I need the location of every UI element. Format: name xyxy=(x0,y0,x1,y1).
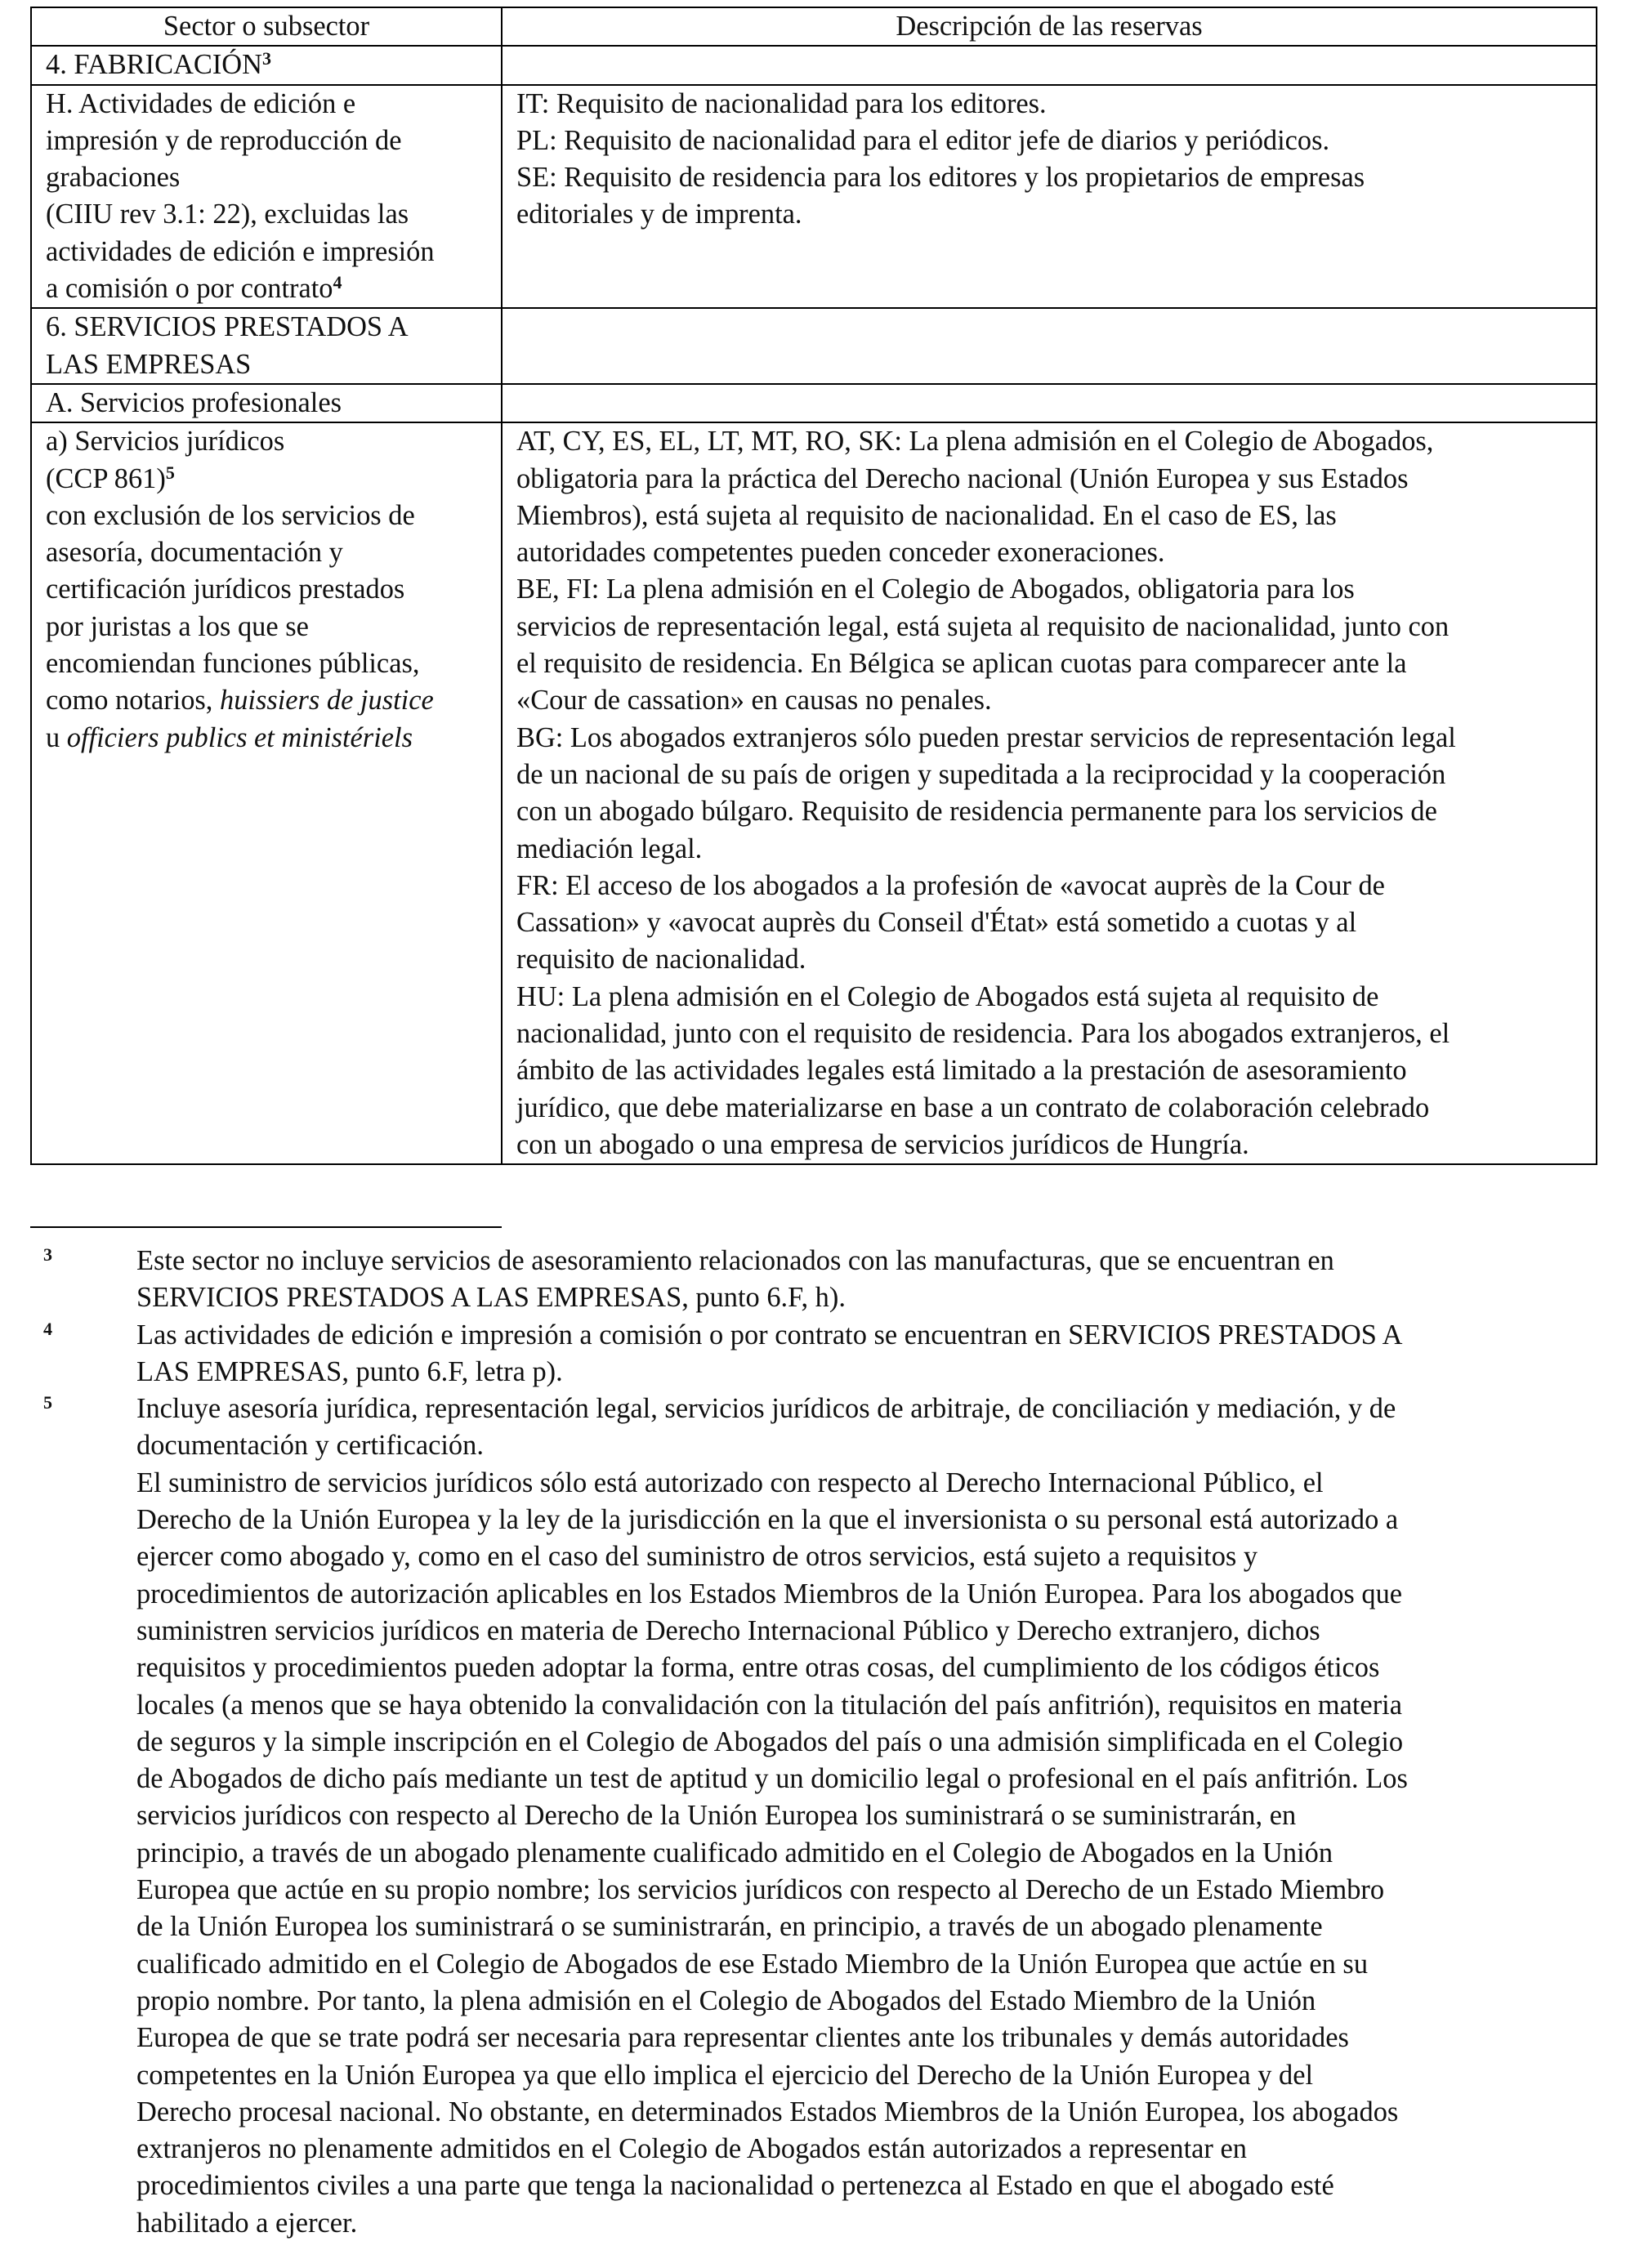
sector-line: (CCP 861) xyxy=(46,462,166,494)
footnote-text xyxy=(136,1391,1596,2242)
description-cell xyxy=(502,308,1597,384)
description-line: de un nacional de su país de origen y supeditada a la reciprocidad y la cooperación xyxy=(516,758,1446,790)
footnote-line: requisitos y procedimientos pueden adoptar la forma, entre otras cosas, del cumplimiento de los códigos éticos xyxy=(136,1652,1380,1684)
sector-line: con exclusión de los servicios de xyxy=(46,499,415,531)
sector-line: como notarios, xyxy=(46,685,220,717)
footnote-line: locales (a menos que se haya obtenido la convalidación con la titulación del país anfitrión), requisitos en materia xyxy=(136,1689,1402,1721)
sector-line: asesoría, documentación y xyxy=(46,537,343,569)
description-line: nacionalidad, junto con el requisito de residencia. Para los abogados extranjeros, el xyxy=(516,1018,1450,1050)
description-line: mediación legal. xyxy=(516,833,703,864)
description-line: HU: La plena admisión en el Colegio de Abogados está sujeta al requisito de xyxy=(516,980,1379,1012)
sector-cell xyxy=(31,384,502,422)
sector-cell xyxy=(31,308,502,384)
footnote-line: extranjeros no plenamente admitidos en el Colegio de Abogados están autorizados a representar en xyxy=(136,2133,1247,2165)
sector-line: encomiendan funciones públicas, xyxy=(46,648,420,680)
description-cell xyxy=(502,422,1597,1164)
sector-line: H. Actividades de edición e xyxy=(46,87,356,119)
description-cell xyxy=(502,85,1597,309)
sector-line-italic: officiers publics et ministériels xyxy=(66,721,413,753)
description-line: ámbito de las actividades legales está limitado a la prestación de asesoramiento xyxy=(516,1055,1407,1087)
description-line: editoriales y de imprenta. xyxy=(516,199,802,230)
sector-line: actividades de edición e impresión xyxy=(46,235,435,267)
description-cell xyxy=(502,46,1597,84)
footnote-line: cualificado admitido en el Colegio de Abogados de ese Estado Miembro de la Unión Europea que actúe en su xyxy=(136,1948,1369,1980)
footnote-line: Europea de que se trate podrá ser necesaria para representar clientes ante los tribunales y demás autoridades xyxy=(136,2022,1349,2054)
footnote-line: de la Unión Europea los suministrará o se suministrarán, en principio, a través de un abogado plenamente xyxy=(136,1911,1323,1943)
description-line: servicios de representación legal, está sujeta al requisito de nacionalidad, junto con xyxy=(516,610,1450,642)
sector-line: A. Servicios profesionales xyxy=(46,386,342,418)
table-row xyxy=(31,422,1597,1164)
footnote xyxy=(30,1317,1596,1391)
footnote xyxy=(30,1391,1596,2242)
reservations-table xyxy=(30,7,1597,1165)
sector-line: (CIIU rev 3.1: 22), excluidas las xyxy=(46,199,409,230)
sector-line: u xyxy=(46,721,67,753)
footnote-number: 3 xyxy=(43,1244,52,1265)
table-row xyxy=(31,384,1597,422)
footnote-line: LAS EMPRESAS, punto 6.F, letra p). xyxy=(136,1355,563,1387)
description-line: autoridades competentes pueden conceder exoneraciones. xyxy=(516,537,1165,569)
table-row xyxy=(31,308,1597,384)
description-line: PL: Requisito de nacionalidad para el editor jefe de diarios y periódicos. xyxy=(516,124,1330,156)
description-line: con un abogado o una empresa de servicios jurídicos de Hungría. xyxy=(516,1128,1249,1160)
footnote-line: Derecho procesal nacional. No obstante, en determinados Estados Miembros de la Unión Europea, los abogados xyxy=(136,2096,1399,2127)
description-line: Cassation» y «avocat auprès du Conseil d'État» está sometido a cuotas y al xyxy=(516,907,1357,939)
footnote-line: competentes en la Unión Europea ya que ello implica el ejercicio del Derecho de la Unión Europea y del xyxy=(136,2059,1314,2091)
table-header-row xyxy=(31,7,1597,46)
header-description: Descripción de las reservas xyxy=(502,7,1597,46)
sector-line: a comisión o por contrato xyxy=(46,273,333,305)
footnote-separator xyxy=(30,1226,502,1228)
footnote-line: procedimientos civiles a una parte que tenga la nacionalidad o pertenezca al Estado en que el abogado esté xyxy=(136,2170,1334,2202)
footnote-line: ejercer como abogado y, como en el caso del suministro de otros servicios, está sujeto a requisitos y xyxy=(136,1541,1258,1573)
footnote-line: Las actividades de edición e impresión a comisión o por contrato se encuentran en SERVICIOS PRESTADOS A xyxy=(136,1319,1403,1351)
footnote-line: servicios jurídicos con respecto al Derecho de la Unión Europea los suministrará o se suministrarán, en xyxy=(136,1800,1297,1832)
footnote-line: Incluye asesoría jurídica, representación legal, servicios jurídicos de arbitraje, de conciliación y mediación, y de xyxy=(136,1393,1396,1425)
footnote-line: SERVICIOS PRESTADOS A LAS EMPRESAS, punto 6.F, h). xyxy=(136,1282,846,1314)
footnote-number: 4 xyxy=(43,1318,52,1339)
sector-line: a) Servicios jurídicos xyxy=(46,426,285,458)
sector-line: impresión y de reproducción de xyxy=(46,124,402,156)
sector-cell xyxy=(31,422,502,1164)
description-cell xyxy=(502,384,1597,422)
table-row xyxy=(31,85,1597,309)
footnote-line: Europea que actúe en su propio nombre; los servicios jurídicos con respecto al Derecho de un Estado Miembro xyxy=(136,1874,1385,1906)
footnote-line: Derecho de la Unión Europea y la ley de la jurisdicción en la que el inversionista o su personal está autorizado a xyxy=(136,1504,1399,1536)
footnote-line: principio, a través de un abogado plenamente cualificado admitido en el Colegio de Abogados en la Unión xyxy=(136,1837,1333,1868)
description-line: BE, FI: La plena admisión en el Colegio de Abogados, obligatoria para los xyxy=(516,574,1355,605)
header-sector: Sector o subsector xyxy=(31,7,502,46)
sector-line-italic: huissiers de justice xyxy=(220,685,434,717)
sector-line: 4. FABRICACIÓN xyxy=(46,49,262,81)
description-line: IT: Requisito de nacionalidad para los editores. xyxy=(516,87,1047,119)
sector-line: LAS EMPRESAS xyxy=(46,348,252,380)
footnote-line: de Abogados de dicho país mediante un test de aptitud y un domicilio legal o profesional en el país anfitrión. Los xyxy=(136,1763,1408,1795)
footnote-line: suministren servicios jurídicos en materia de Derecho Internacional Público y Derecho extranjero, dichos xyxy=(136,1614,1320,1646)
description-line: Miembros), está sujeta al requisito de nacionalidad. En el caso de ES, las xyxy=(516,499,1337,531)
description-line: «Cour de cassation» en causas no penales. xyxy=(516,685,992,717)
description-line: AT, CY, ES, EL, LT, MT, RO, SK: La plena admisión en el Colegio de Abogados, xyxy=(516,426,1434,458)
sector-line: por juristas a los que se xyxy=(46,610,309,642)
footnote-line: de seguros y la simple inscripción en el Colegio de Abogados del país o una admisión simplificada en el Colegio xyxy=(136,1726,1404,1757)
sector-cell xyxy=(31,85,502,309)
footnote-ref: 4 xyxy=(333,272,342,293)
sector-line: 6. SERVICIOS PRESTADOS A xyxy=(46,311,409,343)
sector-line: grabaciones xyxy=(46,162,181,194)
description-line: requisito de nacionalidad. xyxy=(516,944,806,976)
footnote-line: procedimientos de autorización aplicables en los Estados Miembros de la Unión Europea. Para los abogados que xyxy=(136,1578,1403,1609)
description-line: jurídico, que debe materializarse en base a un contrato de colaboración celebrado xyxy=(516,1092,1430,1123)
description-line: BG: Los abogados extranjeros sólo pueden prestar servicios de representación legal xyxy=(516,721,1456,753)
footnote-ref: 3 xyxy=(261,48,271,69)
footnote xyxy=(30,1243,1596,1317)
footnote-line: El suministro de servicios jurídicos sólo está autorizado con respecto al Derecho Internacional Público, el xyxy=(136,1467,1324,1498)
footnote-ref: 5 xyxy=(165,462,175,483)
footnote-text xyxy=(136,1243,1596,1317)
footnotes-section xyxy=(30,1243,1596,2242)
footnote-number: 5 xyxy=(43,1392,52,1413)
table-row xyxy=(31,46,1597,84)
description-line: FR: El acceso de los abogados a la profesión de «avocat auprès de la Cour de xyxy=(516,869,1385,901)
footnote-text xyxy=(136,1317,1596,1391)
sector-line: certificación jurídicos prestados xyxy=(46,574,405,605)
description-line: SE: Requisito de residencia para los editores y los propietarios de empresas xyxy=(516,162,1365,194)
description-line: con un abogado búlgaro. Requisito de residencia permanente para los servicios de xyxy=(516,796,1437,828)
sector-cell xyxy=(31,46,502,84)
description-line: el requisito de residencia. En Bélgica se aplican cuotas para comparecer ante la xyxy=(516,648,1407,680)
footnote-line: propio nombre. Por tanto, la plena admisión en el Colegio de Abogados del Estado Miembro de la Unión xyxy=(136,1984,1316,2016)
footnote-line: documentación y certificación. xyxy=(136,1430,484,1462)
footnote-line: Este sector no incluye servicios de asesoramiento relacionados con las manufacturas, que se encuentran en xyxy=(136,1245,1334,1276)
footnote-line: habilitado a ejercer. xyxy=(136,2207,358,2239)
description-line: obligatoria para la práctica del Derecho nacional (Unión Europea y sus Estados xyxy=(516,462,1409,494)
